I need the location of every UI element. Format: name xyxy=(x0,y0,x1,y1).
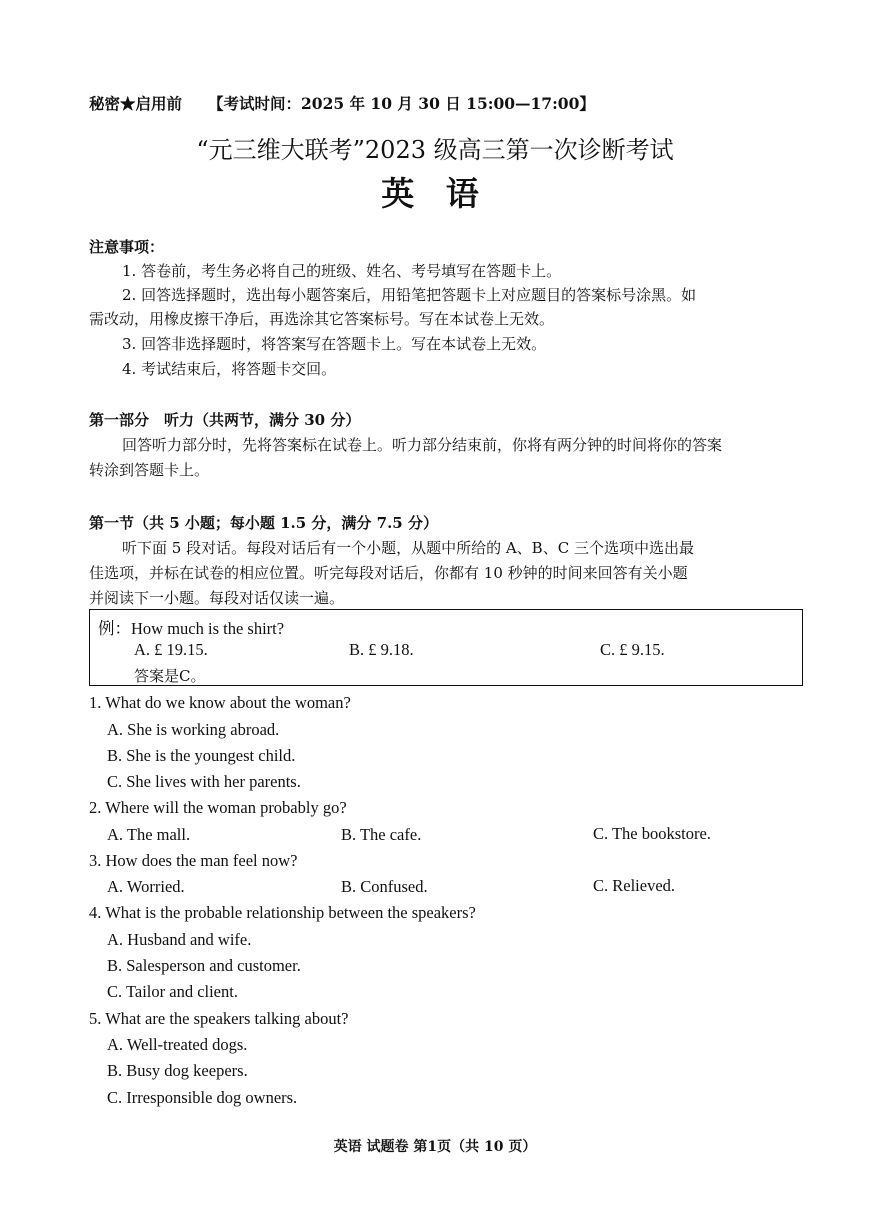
part1-instructions: 回答听力部分时，先将答案标在试卷上。听力部分结束前，你将有两分钟的时间将你的答案 xyxy=(122,436,723,454)
section1-instructions: 佳选项，并标在试卷的相应位置。听完每段对话后，你都有 10 秒钟的时间来回答有关小题 xyxy=(89,564,688,582)
exam-time: 【考试时间：2025 年 10 月 30 日 15:00—17:00】 xyxy=(208,94,595,113)
exam-title: “元三维大联考”2023 级高三第一次诊断考试 xyxy=(196,136,674,164)
question-option: B. She is the youngest child. xyxy=(107,746,296,765)
question-option: C. Relieved. xyxy=(593,876,676,895)
question-option: A. She is working abroad. xyxy=(107,720,280,739)
notice-item: 1. 答卷前，考生务必将自己的班级、姓名、考号填写在答题卡上。 xyxy=(122,262,562,280)
question-option: A. Husband and wife. xyxy=(107,930,252,949)
question-option: C. The bookstore. xyxy=(593,824,711,843)
question-option: C. She lives with her parents. xyxy=(107,772,301,791)
question-option: B. Confused. xyxy=(341,877,428,896)
notice-item: 3. 回答非选择题时，将答案写在答题卡上。写在本试卷上无效。 xyxy=(122,335,547,353)
section1-title: 第一节（共 5 小题；每小题 1.5 分，满分 7.5 分） xyxy=(89,514,438,532)
example-question: 例：How much is the shirt? xyxy=(98,619,285,638)
section1-instructions: 并阅读下一小题。每段对话仅读一遍。 xyxy=(89,589,345,607)
section1-instructions: 听下面 5 段对话。每段对话后有一个小题，从题中所给的 A、B、C 三个选项中选出最 xyxy=(122,539,694,557)
page-footer: 英语 试题卷 第1页（共 10 页） xyxy=(333,1139,537,1155)
question-option: B. Salesperson and customer. xyxy=(107,956,301,975)
notice-item: 需改动，用橡皮擦干净后，再选涂其它答案标号。写在本试卷上无效。 xyxy=(89,310,555,328)
part1-title: 第一部分 听力（共两节，满分 30 分） xyxy=(89,411,361,429)
question-stem: 1. What do we know about the woman? xyxy=(89,693,351,712)
secret-label: 秘密★启用前 xyxy=(89,94,183,113)
part1-instructions: 转涂到答题卡上。 xyxy=(89,461,210,479)
question-option: A. Well-treated dogs. xyxy=(107,1035,248,1054)
example-option-b: B. £ 9.18. xyxy=(349,640,414,659)
question-stem: 3. How does the man feel now? xyxy=(89,851,298,870)
question-stem: 4. What is the probable relationship between the speakers? xyxy=(89,903,476,922)
question-option: B. The cafe. xyxy=(341,825,422,844)
question-stem: 5. What are the speakers talking about? xyxy=(89,1009,349,1028)
example-answer: 答案是C。 xyxy=(134,667,206,685)
notice-item: 4. 考试结束后，将答题卡交回。 xyxy=(122,360,337,378)
question-option: C. Tailor and client. xyxy=(107,982,238,1001)
notice-item: 2. 回答选择题时，选出每小题答案后，用铅笔把答题卡上对应题目的答案标号涂黑。如 xyxy=(122,286,697,304)
notice-heading: 注意事项： xyxy=(89,238,165,256)
subject-title: 英 语 xyxy=(381,174,489,213)
question-option: B. Busy dog keepers. xyxy=(107,1061,248,1080)
question-option: C. Irresponsible dog owners. xyxy=(107,1088,298,1107)
example-option-c: C. £ 9.15. xyxy=(600,640,665,659)
question-option: A. Worried. xyxy=(107,877,185,896)
question-option: A. The mall. xyxy=(107,825,191,844)
example-option-a: A. £ 19.15. xyxy=(134,640,208,659)
question-stem: 2. Where will the woman probably go? xyxy=(89,798,347,817)
